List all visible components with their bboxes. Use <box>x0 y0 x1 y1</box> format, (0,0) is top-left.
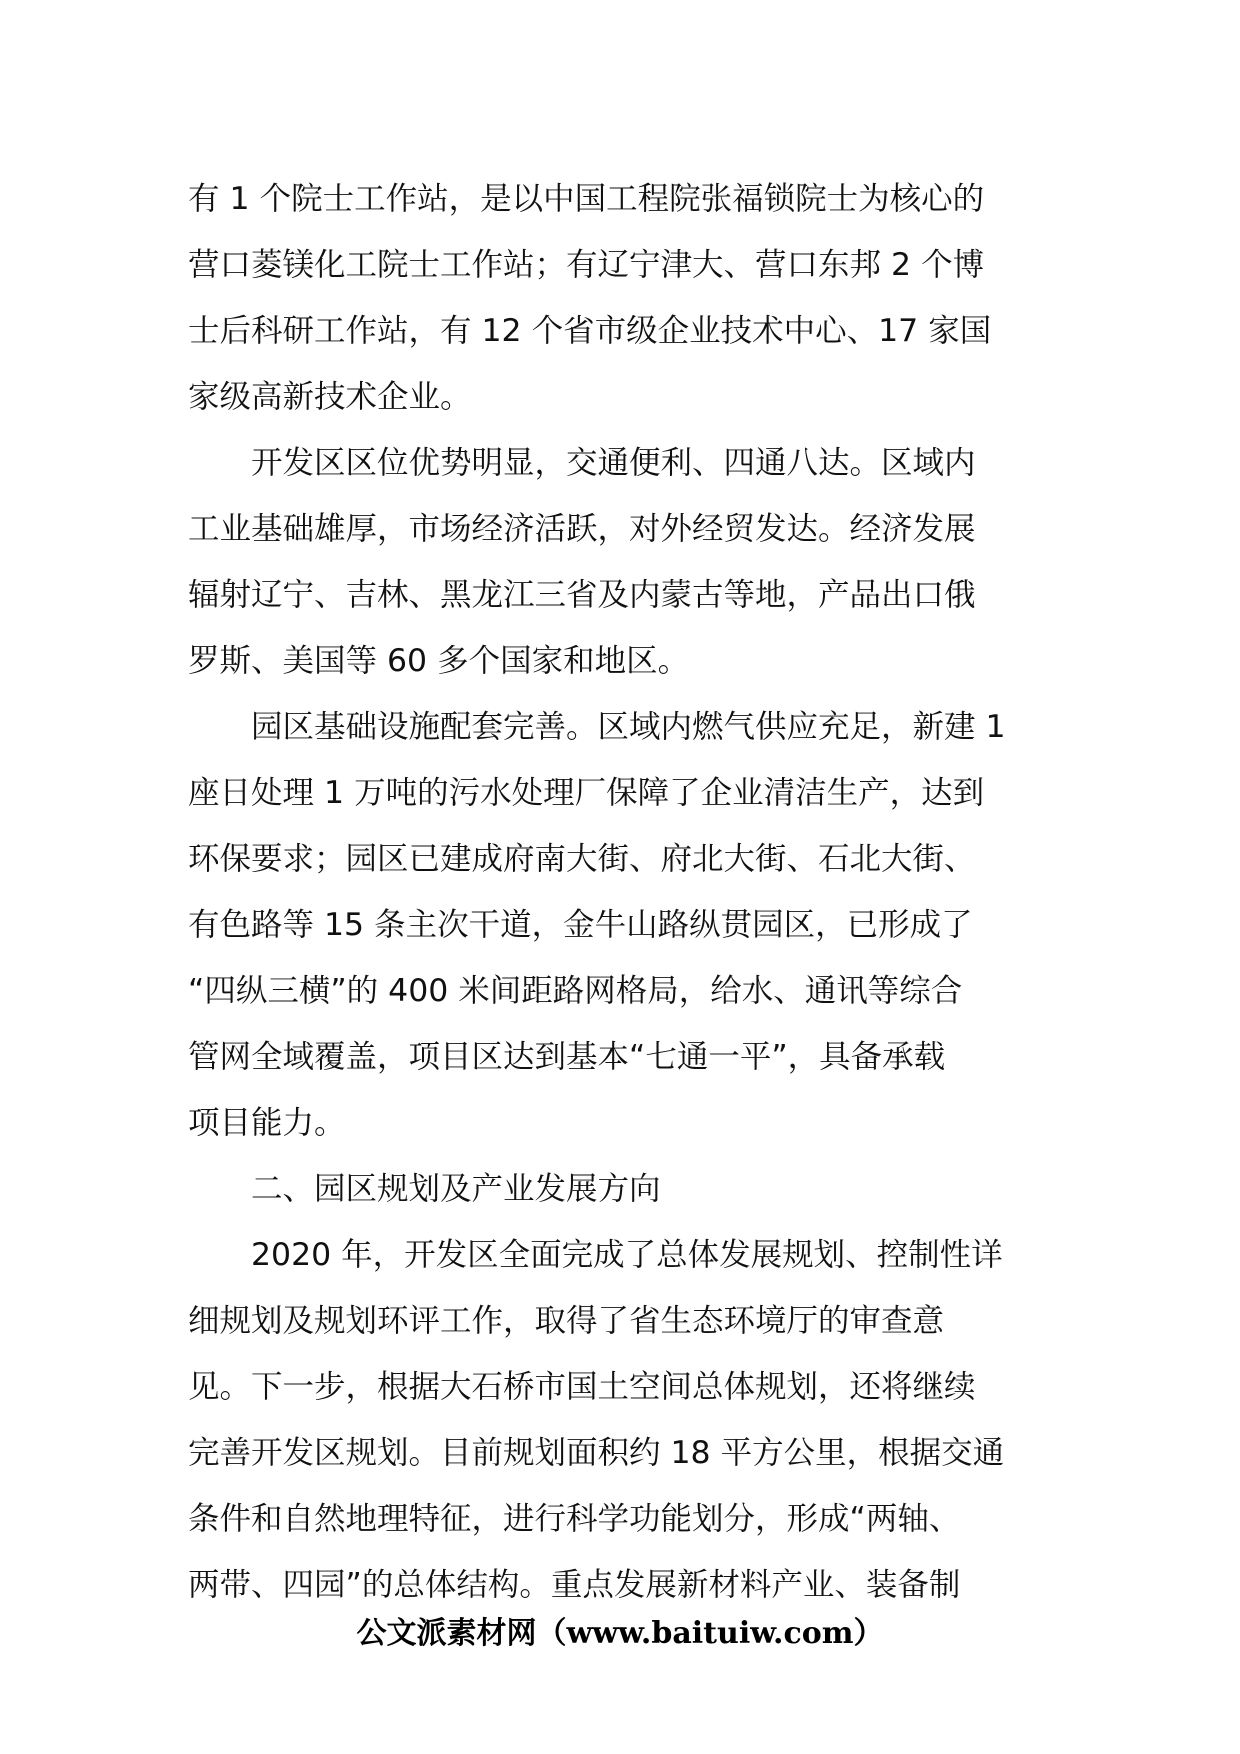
text-line: 罗斯、美国等 60 多个国家和地区。 <box>188 643 690 679</box>
text-line: 辐射辽宁、吉林、黑龙江三省及内蒙古等地，产品出口俄 <box>188 577 976 613</box>
text-line: 工业基础雄厚，市场经济活跃，对外经贸发达。经济发展 <box>188 511 976 547</box>
text-line: 细规划及规划环评工作，取得了省生态环境厅的审查意 <box>188 1303 945 1339</box>
text-line: 园区基础设施配套完善。区域内燃气供应充足，新建 1 <box>188 709 1006 745</box>
text-line: 士后科研工作站，有 12 个省市级企业技术中心、17 家国 <box>188 313 992 349</box>
text-line: 条件和自然地理特征，进行科学功能划分，形成“两轴、 <box>188 1501 961 1537</box>
text-line: 开发区区位优势明显，交通便利、四通八达。区域内 <box>188 445 976 481</box>
footer-watermark: 公文派素材网（www.baituiw.com） <box>356 1616 884 1651</box>
section-heading: 二、园区规划及产业发展方向 <box>188 1171 661 1207</box>
text-line: 有 1 个院士工作站，是以中国工程院张福锁院士为核心的 <box>188 181 985 217</box>
text-line: 完善开发区规划。目前规划面积约 18 平方公里，根据交通 <box>188 1435 1005 1471</box>
text-line: 营口菱镁化工院士工作站；有辽宁津大、营口东邦 2 个博 <box>188 247 985 283</box>
text-line: 有色路等 15 条主次干道，金牛山路纵贯园区，已形成了 <box>188 907 973 943</box>
text-line: 2020 年，开发区全面完成了总体发展规划、控制性详 <box>188 1237 1003 1273</box>
text-line: 管网全域覆盖，项目区达到基本“七通一平”，具备承载 <box>188 1039 946 1075</box>
text-line: 家级高新技术企业。 <box>188 379 472 415</box>
text-line: 座日处理 1 万吨的污水处理厂保障了企业清洁生产，达到 <box>188 775 985 811</box>
body-text <box>188 166 1056 1618</box>
text-line: 见。下一步，根据大石桥市国土空间总体规划，还将继续 <box>188 1369 976 1405</box>
text-line: 两带、四园”的总体结构。重点发展新材料产业、装备制 <box>188 1567 961 1603</box>
text-line: 环保要求；园区已建成府南大街、府北大街、石北大街、 <box>188 841 976 877</box>
text-line: “四纵三横”的 400 米间距路网格局，给水、通讯等综合 <box>188 973 963 1009</box>
text-line: 项目能力。 <box>188 1105 346 1141</box>
